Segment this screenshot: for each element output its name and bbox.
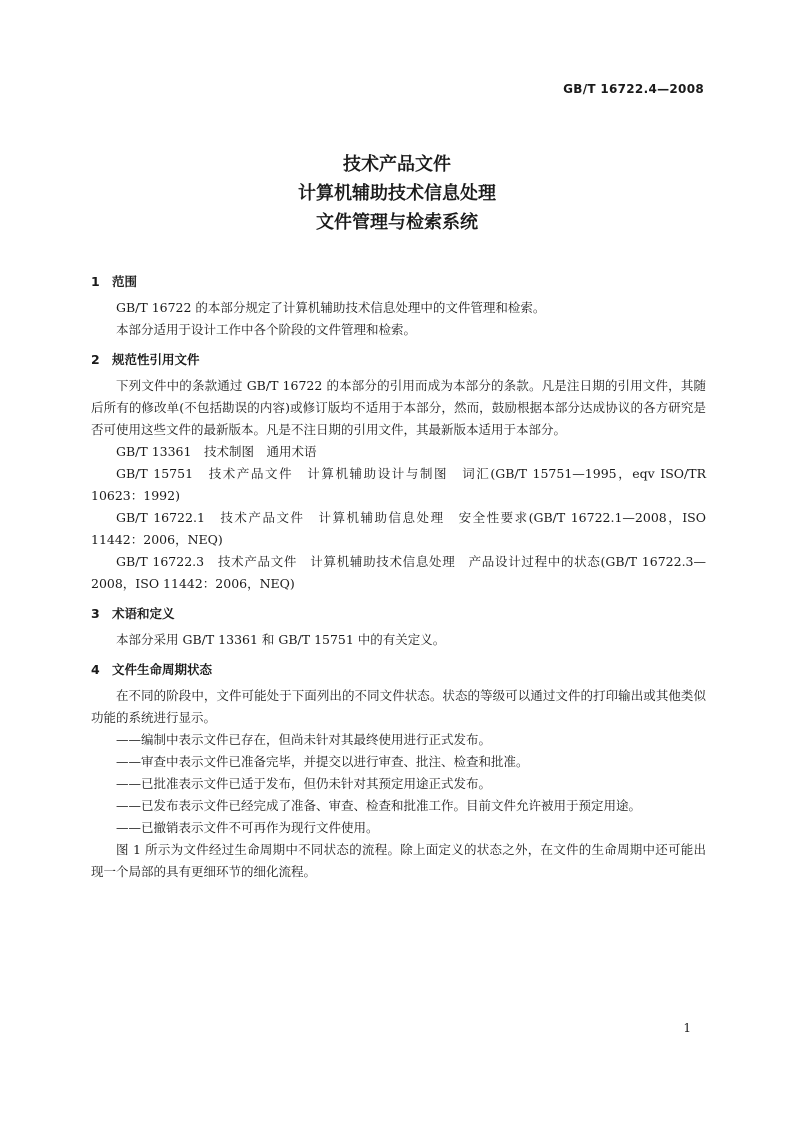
state-item-review: ——审查中表示文件已准备完毕，并提交以进行审查、批注、检查和批准。 [116, 754, 529, 769]
section-title: 规范性引用文件 [112, 352, 200, 367]
reference-item: GB/T 13361 技术制图 通用术语 [116, 444, 317, 459]
page-number: 1 [683, 1021, 691, 1035]
title-line-1: 技术产品文件 [343, 154, 451, 175]
state-item-draft: ——编制中表示文件已存在，但尚未针对其最终使用进行正式发布。 [116, 732, 492, 747]
reference-item: GB/T 15751 技术产品文件 计算机辅助设计与制图 词汇(GB/T 15751—1995，eqv ISO/TR 10623：1992) [91, 466, 706, 503]
section-title: 文件生命周期状态 [112, 662, 213, 677]
state-item-approved: ——已批准表示文件已适于发布，但仍未针对其预定用途正式发布。 [116, 776, 492, 791]
section-heading [91, 659, 706, 681]
section-number: 1 [91, 274, 100, 289]
standard-code: GB/T 16722.4—2008 [563, 82, 704, 96]
section-normative-references [91, 349, 706, 595]
paragraph: 在不同的阶段中，文件可能处于下面列出的不同文件状态。状态的等级可以通过文件的打印输出或其他类似功能的系统进行显示。 [91, 688, 706, 725]
state-item-withdrawn: ——已撤销表示文件不可再作为现行文件使用。 [116, 820, 379, 835]
section-number: 3 [91, 606, 100, 621]
reference-item: GB/T 16722.3 技术产品文件 计算机辅助技术信息处理 产品设计过程中的状态(GB/T 16722.3—2008，ISO 11442：2006，NEQ) [91, 554, 706, 591]
paragraph: GB/T 16722 的本部分规定了计算机辅助技术信息处理中的文件管理和检索。 [116, 300, 546, 315]
section-heading [91, 603, 706, 625]
reference-item: GB/T 16722.1 技术产品文件 计算机辅助信息处理 安全性要求(GB/T 16722.1—2008，ISO 11442：2006，NEQ) [91, 510, 706, 547]
document-title [0, 150, 794, 237]
state-item-released: ——已发布表示文件已经完成了准备、审查、检查和批准工作。目前文件允许被用于预定用途。 [116, 798, 642, 813]
section-lifecycle-states [91, 659, 706, 883]
title-line-3: 文件管理与检索系统 [316, 212, 478, 233]
section-terms-definitions [91, 603, 706, 651]
section-heading [91, 349, 706, 371]
section-number: 4 [91, 662, 100, 677]
section-heading [91, 271, 706, 293]
paragraph: 下列文件中的条款通过 GB/T 16722 的本部分的引用而成为本部分的条款。凡是注日期的引用文件，其随后所有的修改单(不包括勘误的内容)或修订版均不适用于本部分，然而，鼓励根据本部分达成协议的各方研究是否可使用这些文件的最新版本。凡是不注日期的引用文件，其最新版本适用于本部分。 [91, 378, 706, 437]
paragraph: 本部分采用 GB/T 13361 和 GB/T 15751 中的有关定义。 [116, 632, 446, 647]
title-line-2: 计算机辅助技术信息处理 [298, 183, 496, 204]
section-number: 2 [91, 352, 100, 367]
paragraph: 图 1 所示为文件经过生命周期中不同状态的流程。除上面定义的状态之外，在文件的生命周期中还可能出现一个局部的具有更细环节的细化流程。 [91, 842, 706, 879]
paragraph: 本部分适用于设计工作中各个阶段的文件管理和检索。 [116, 322, 417, 337]
section-scope [91, 271, 706, 341]
section-title: 术语和定义 [112, 606, 175, 621]
document-body [91, 271, 706, 891]
section-title: 范围 [112, 274, 138, 289]
